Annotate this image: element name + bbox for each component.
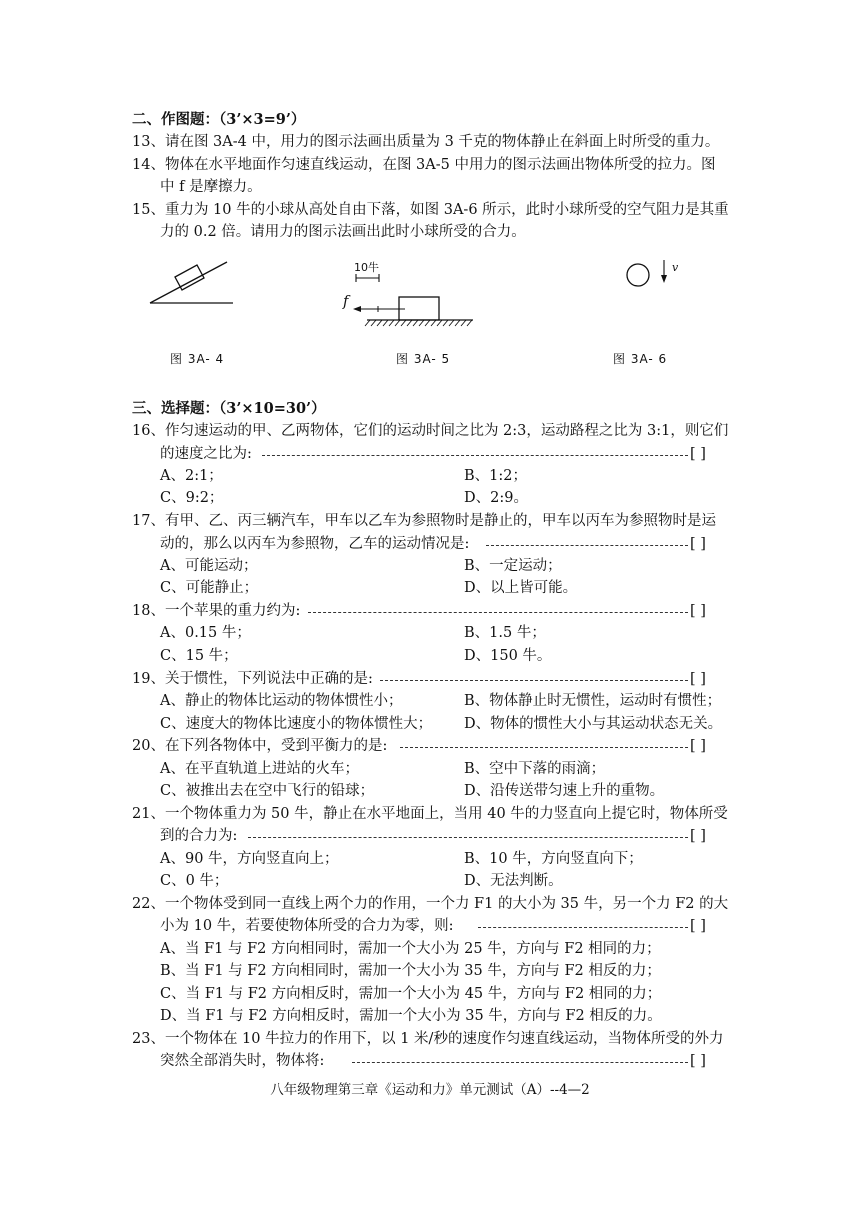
question-21-line1: 21、一个物体重力为 50 牛，静止在水平地面上，当用 40 牛的力竖直向上提它时，物体所受 [132,806,728,822]
question-19: 19、关于惯性，下列说法中正确的是: [132,671,373,687]
option-22-d: D、当 F1 与 F2 方向相反时，需加一个大小为 35 牛，方向与 F2 相反的力。 [160,1008,662,1024]
question-16-line1: 16、作匀速运动的甲、乙两物体，它们的运动时间之比为 2:3，运动路程之比为 3:1，则它们 [132,423,729,439]
option-22-b: B、当 F1 与 F2 方向相同时，需加一个大小为 35 牛，方向与 F2 相反的力； [160,963,661,979]
option-18-b: B、1.5 牛； [464,625,546,641]
option-20-b: B、空中下落的雨滴； [464,761,606,777]
option-16-c: C、9:2； [160,490,224,506]
question-14-line1: 14、物体在水平地面作匀速直线运动，在图 3A-5 中用力的图示法画出物体所受的拉力。图 [132,157,716,173]
question-15-line1: 15、重力为 10 牛的小球从高处自由下落，如图 3A-6 所示，此时小球所受的空气阻力是其重 [132,202,729,218]
question-17-line2: 动的，那么以丙车为参照物，乙车的运动情况是: [160,536,470,552]
answer-bracket-18[interactable]: [ ] [690,603,706,619]
option-20-a: A、在平直轨道上进站的火车； [160,761,359,777]
option-16-a: A、2:1； [160,468,223,484]
option-22-a: A、当 F1 与 F2 方向相同时，需加一个大小为 25 牛，方向与 F2 相同的力； [160,941,661,957]
option-17-a: A、可能运动； [160,558,258,574]
question-21-line2: 到的合力为: [160,828,238,844]
option-19-a: A、静止的物体比运动的物体惯性小； [160,693,403,709]
option-21-b: B、10 牛，方向竖直向下； [464,851,643,867]
option-19-b: B、物体静止时无惯性，运动时有惯性； [464,693,722,709]
option-19-d: D、物体的惯性大小与其运动状态无关。 [464,716,723,732]
figure-3a-6-caption: 图 3A- 6 [613,352,668,366]
answer-bracket-19[interactable]: [ ] [690,671,706,687]
option-17-c: C、可能静止； [160,580,259,596]
answer-leader [478,927,688,928]
question-23-line1: 23、一个物体在 10 牛拉力的作用下，以 1 米/秒的速度作匀速直线运动，当物体所受的外力 [132,1031,724,1047]
question-13: 13、请在图 3A-4 中，用力的图示法画出质量为 3 千克的物体静止在斜面上时所受的重力。 [132,134,720,150]
page-footer: 八年级物理第三章《运动和力》单元测试（A）--4—2 [270,1082,590,1098]
question-22-line1: 22、一个物体受到同一直线上两个力的作用，一个力 F1 的大小为 35 牛，另一个力 F2 的大 [132,896,729,912]
option-20-d: D、沿传送带匀速上升的重物。 [464,783,665,799]
question-18: 18、一个苹果的重力约为: [132,603,301,619]
section2-title: 二、作图题：（3’×3=9’） [132,111,306,128]
option-19-c: C、速度大的物体比速度小的物体惯性大； [160,716,433,732]
answer-leader [486,545,688,546]
ball [627,264,649,286]
figure-3a-5-scale-label: 10牛 [354,261,379,274]
question-15-line2: 力的 0.2 倍。请用力的图示法画出此时小球所受的合力。 [160,224,526,240]
incline-slope [150,262,227,303]
option-18-c: C、15 牛； [160,648,238,664]
figure-3a-4-caption: 图 3A- 4 [170,352,225,366]
answer-bracket-22[interactable]: [ ] [690,918,706,934]
question-17-line1: 17、有甲、乙、丙三辆汽车，甲车以乙车为参照物时是静止的，甲车以丙车为参照物时是运 [132,513,716,529]
option-18-a: A、0.15 牛； [160,625,251,641]
option-21-c: C、0 牛； [160,873,229,889]
answer-leader [308,612,688,613]
answer-leader [352,1062,688,1063]
option-16-b: B、1:2； [464,468,527,484]
section3-title: 三、选择题：（3’×10=30’） [132,400,326,417]
option-17-d: D、以上皆可能。 [464,580,578,596]
option-22-c: C、当 F1 与 F2 方向相反时，需加一个大小为 45 牛，方向与 F2 相同的力； [160,986,662,1002]
answer-bracket-20[interactable]: [ ] [690,738,706,754]
question-22-line2: 小为 10 牛，若要使物体所受的合力为零，则: [160,918,454,934]
option-18-d: D、150 牛。 [464,648,552,664]
option-21-a: A、90 牛，方向竖直向上； [160,851,339,867]
figure-3a-4-incline [145,255,240,310]
answer-bracket-17[interactable]: [ ] [690,536,706,552]
figure-3a-5-diagram [345,270,480,330]
answer-leader [400,747,688,748]
answer-leader [248,837,688,838]
option-17-b: B、一定运动； [464,558,562,574]
figure-3a-6-velocity-label: v [672,261,679,274]
answer-bracket-16[interactable]: [ ] [690,446,706,462]
option-21-d: D、无法判断。 [464,873,563,889]
answer-bracket-21[interactable]: [ ] [690,828,706,844]
figure-3a-5-friction-label: f [343,294,349,310]
question-16-line2: 的速度之比为: [160,446,252,462]
answer-bracket-23[interactable]: [ ] [690,1053,706,1069]
question-20: 20、在下列各物体中，受到平衡力的是: [132,738,388,754]
answer-leader [262,455,688,456]
option-16-d: D、2:9。 [464,490,528,506]
figure-3a-5-caption: 图 3A- 5 [396,352,451,366]
answer-leader [380,680,688,681]
question-14-line2: 中 f 是摩擦力。 [160,179,262,195]
question-23-line2: 突然全部消失时，物体将: [160,1053,325,1069]
option-20-c: C、被推出去在空中飞行的铅球； [160,783,375,799]
incline-block [175,265,204,290]
